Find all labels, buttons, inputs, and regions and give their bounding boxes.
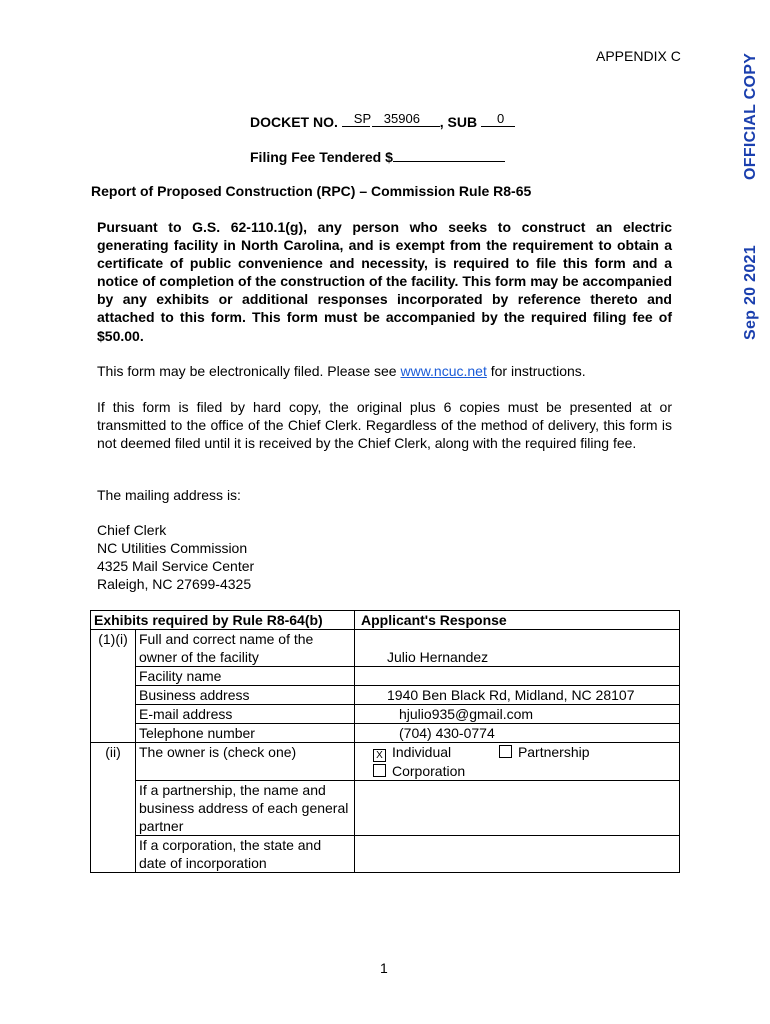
report-title: Report of Proposed Construction (RPC) – Commission Rule R8-65 bbox=[91, 183, 532, 199]
table-row bbox=[91, 630, 680, 667]
owner-value[interactable]: Julio Hernandez bbox=[355, 630, 680, 667]
docket-number-field[interactable] bbox=[372, 112, 440, 127]
corporation-question: If a corporation, the state and date of incorporation bbox=[136, 836, 355, 873]
email-value[interactable]: hjulio935@gmail.com bbox=[355, 705, 680, 724]
corporation-label: Corporation bbox=[392, 763, 466, 779]
sub-field[interactable] bbox=[481, 112, 515, 127]
address-line: Raleigh, NC 27699-4325 bbox=[97, 576, 252, 593]
business-label: Business address bbox=[136, 686, 355, 705]
partnership-label: Partnership bbox=[517, 744, 590, 760]
email-label: E-mail address bbox=[136, 705, 355, 724]
table-row bbox=[91, 724, 680, 743]
stamp-date: Sep 20 2021 bbox=[742, 245, 759, 340]
address-line: 4325 Mail Service Center bbox=[97, 558, 255, 575]
docket-number: 35906 bbox=[383, 111, 420, 126]
table-row bbox=[91, 667, 680, 686]
address-line: NC Utilities Commission bbox=[97, 540, 248, 557]
filing-fee-line bbox=[250, 147, 505, 165]
exhibits-table bbox=[90, 610, 680, 873]
ncuc-link[interactable]: www.ncuc.net bbox=[400, 363, 487, 379]
corporation-checkbox[interactable] bbox=[373, 764, 386, 777]
page-number: 1 bbox=[380, 960, 388, 976]
docket-prefix: SP bbox=[353, 111, 372, 126]
table-row bbox=[91, 686, 680, 705]
table-row bbox=[91, 781, 680, 836]
business-value[interactable]: 1940 Ben Black Rd, Midland, NC 28107 bbox=[355, 686, 680, 705]
sub-label: , SUB bbox=[439, 114, 478, 130]
mailing-address bbox=[97, 521, 254, 593]
partnership-response[interactable] bbox=[355, 781, 680, 836]
hardcopy-paragraph: If this form is filed by hard copy, the original plus 6 copies must be presented at or transmitted to the office of the Chief Clerk. Regardless of the method of delivery, this form is not deemed filed until it is received by the Chief Clerk, along with the required filing fee. bbox=[97, 399, 672, 452]
filing-fee-field[interactable] bbox=[393, 147, 505, 162]
header-exhibits: Exhibits required by Rule R8-64(b) bbox=[91, 611, 355, 630]
row-number: (ii) bbox=[91, 743, 136, 873]
efile-text-before: This form may be electronically filed. Please see bbox=[97, 363, 401, 379]
facility-label: Facility name bbox=[136, 667, 355, 686]
phone-label: Telephone number bbox=[136, 724, 355, 743]
address-line: Chief Clerk bbox=[97, 522, 167, 538]
header-response: Applicant's Response bbox=[355, 611, 680, 630]
individual-label: Individual bbox=[392, 744, 452, 760]
partnership-question: If a partnership, the name and business address of each general partner bbox=[136, 781, 355, 836]
table-row bbox=[91, 743, 680, 781]
owner-type-options bbox=[355, 743, 680, 781]
filing-fee-label: Filing Fee Tendered $ bbox=[250, 149, 393, 165]
official-copy-stamp: OFFICIAL COPY bbox=[742, 52, 759, 180]
efile-paragraph bbox=[97, 362, 672, 380]
intro-paragraph: Pursuant to G.S. 62-110.1(g), any person who seeks to construct an electric generating facility in North Carolina, and is exempt from the requirement to obtain a certificate of public convenience and necessity, is required to file this form and a notice of completion of the construction of the facility. This form may be accompanied by any exhibits or additional responses incorporated by reference thereto and attached to this form. This form must be accompanied by the required filing fee of $50.00. bbox=[97, 219, 672, 344]
facility-value[interactable] bbox=[355, 667, 680, 686]
owner-label: Full and correct name of the owner of the facility bbox=[136, 630, 355, 667]
table-row bbox=[91, 705, 680, 724]
appendix-label: APPENDIX C bbox=[596, 48, 681, 64]
mailing-intro: The mailing address is: bbox=[97, 487, 241, 503]
docket-label: DOCKET NO. bbox=[250, 114, 338, 130]
corporation-response[interactable] bbox=[355, 836, 680, 873]
sub-number: 0 bbox=[497, 111, 505, 126]
docket-line bbox=[250, 112, 515, 130]
table-header-row bbox=[91, 611, 680, 630]
row-number: (1)(i) bbox=[91, 630, 136, 743]
table-row bbox=[91, 836, 680, 873]
efile-text-after: for instructions. bbox=[486, 363, 586, 379]
owner-type-label: The owner is (check one) bbox=[136, 743, 355, 781]
docket-prefix-field[interactable] bbox=[342, 112, 370, 127]
individual-checkbox[interactable]: X bbox=[373, 749, 386, 762]
partnership-checkbox[interactable] bbox=[499, 745, 512, 758]
phone-value[interactable]: (704) 430-0774 bbox=[355, 724, 680, 743]
